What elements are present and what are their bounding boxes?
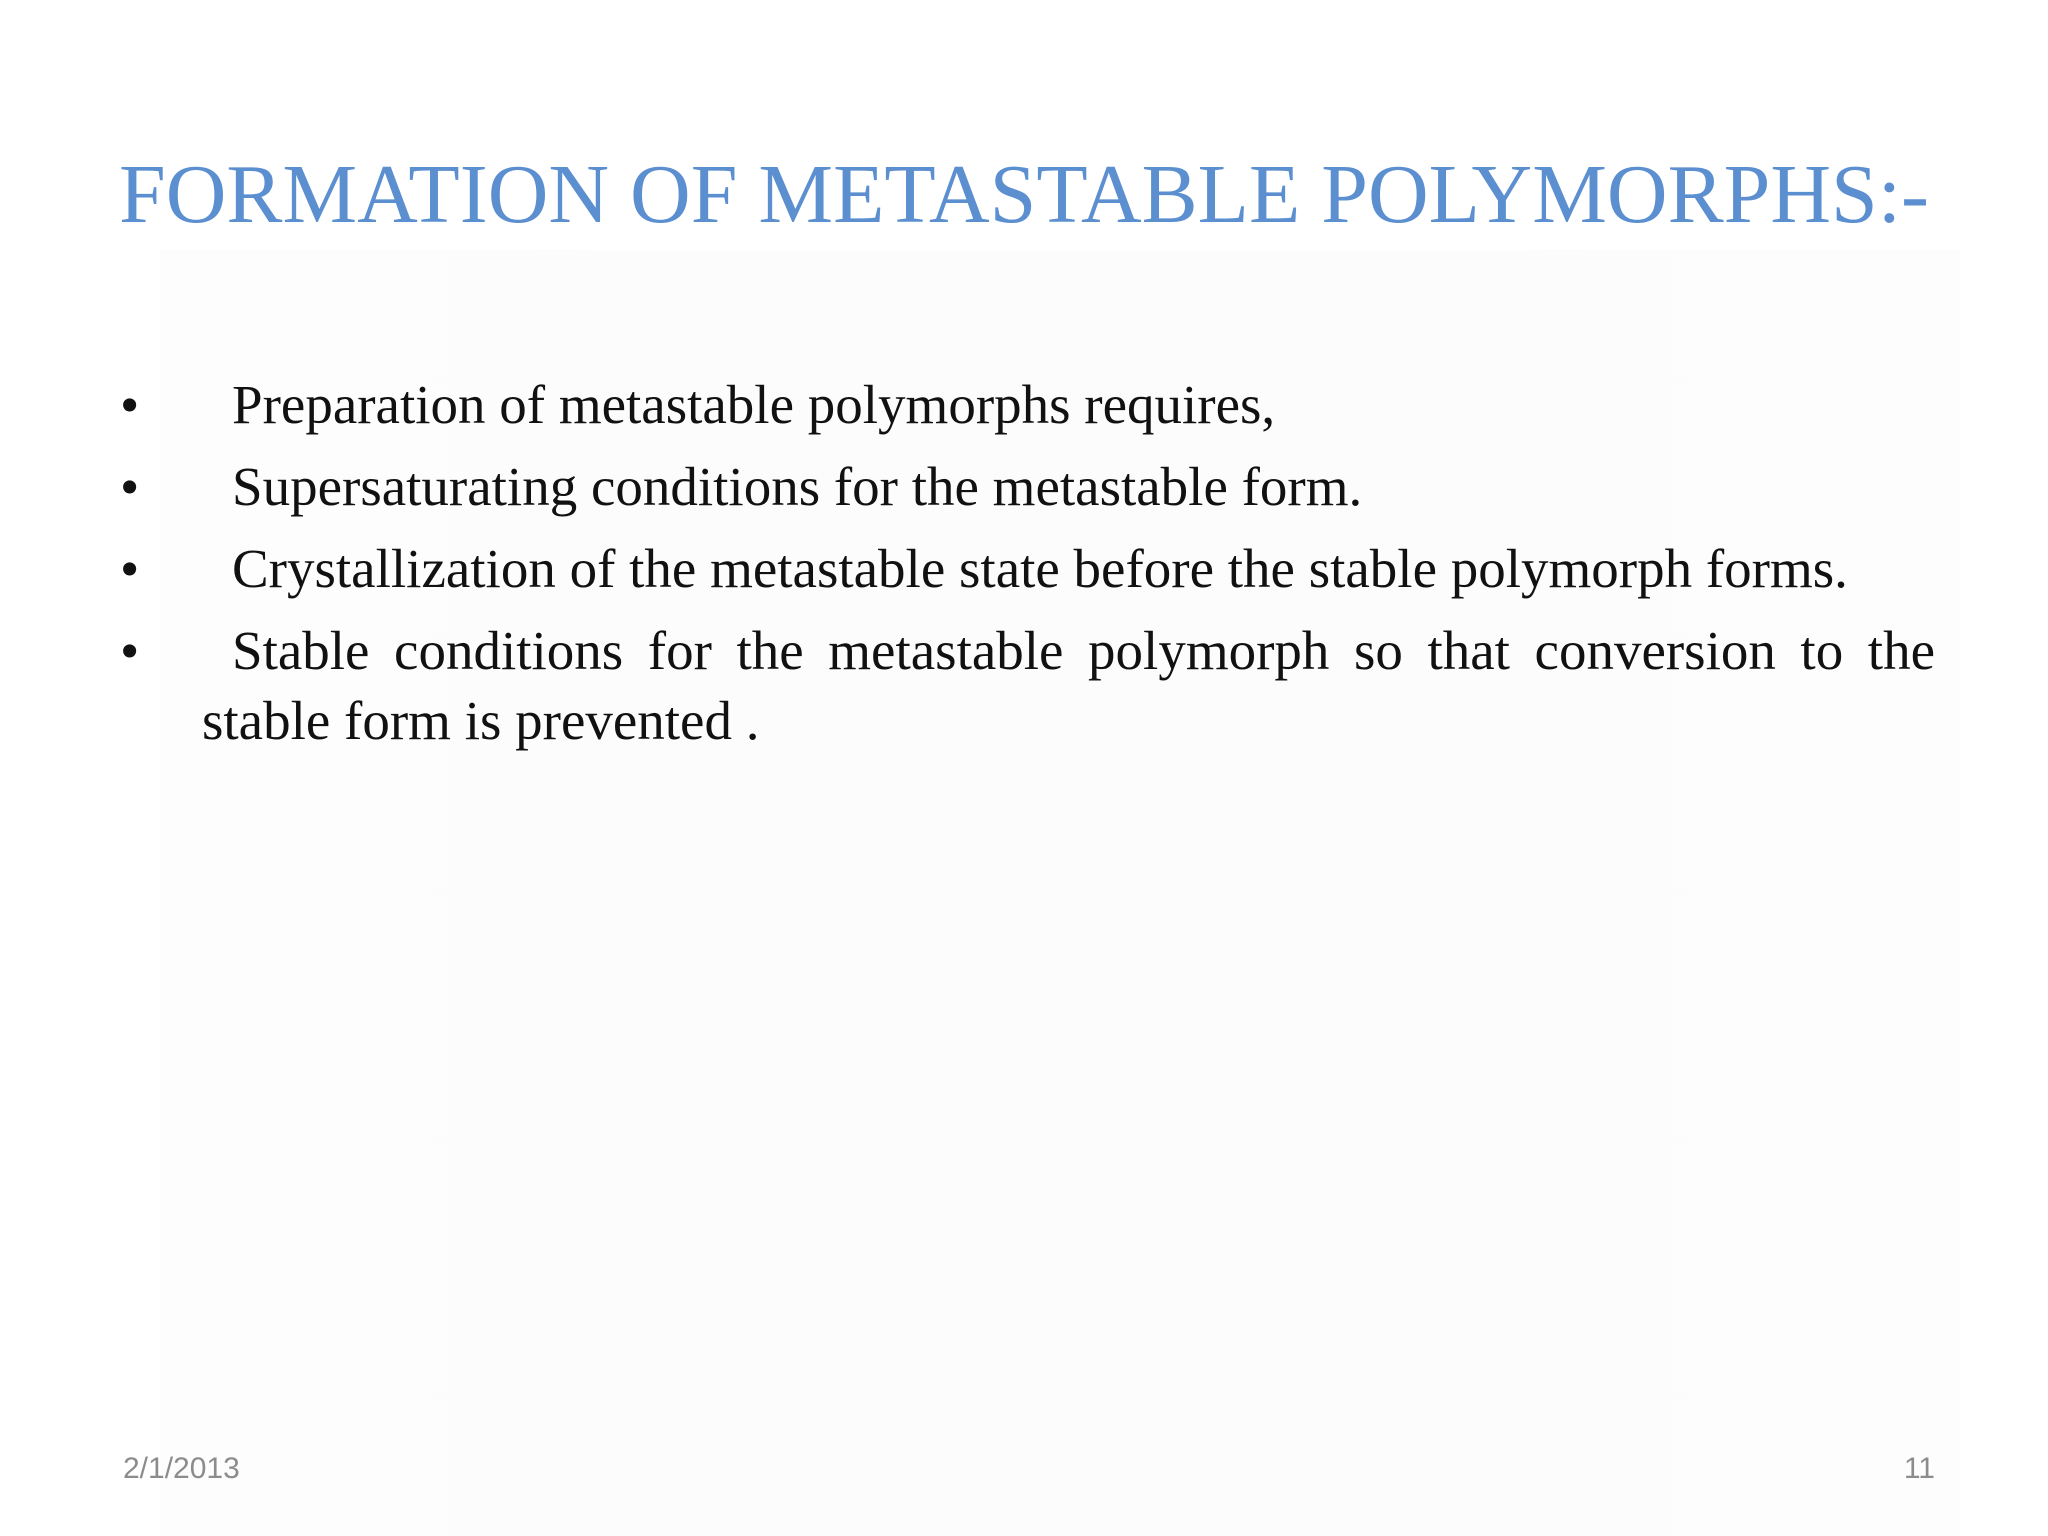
- bullet-icon: •: [120, 538, 140, 599]
- list-item-text: Crystallization of the metastable state before the stable polymorph forms.: [232, 538, 1848, 599]
- list-item: [120, 452, 1935, 522]
- list-item: [120, 616, 1935, 756]
- bullet-icon: •: [120, 620, 140, 681]
- bullet-icon: •: [120, 456, 140, 517]
- slide-title: FORMATION OF METASTABLE POLYMORPHS:-: [118, 148, 1930, 241]
- list-item-text: Preparation of metastable polymorphs requires,: [232, 374, 1276, 435]
- list-item: [120, 534, 1935, 604]
- list-item-text: Supersaturating conditions for the metastable form.: [232, 456, 1363, 517]
- list-item: [120, 370, 1935, 440]
- bullet-list: [120, 370, 1935, 768]
- slide-number: 11: [1903, 1452, 1935, 1485]
- bullet-icon: •: [120, 374, 140, 435]
- list-item-text: Stable conditions for the metastable polymorph so that conversion to the stable form is prevented .: [202, 620, 1935, 751]
- footer-date: 2/1/2013: [123, 1452, 240, 1485]
